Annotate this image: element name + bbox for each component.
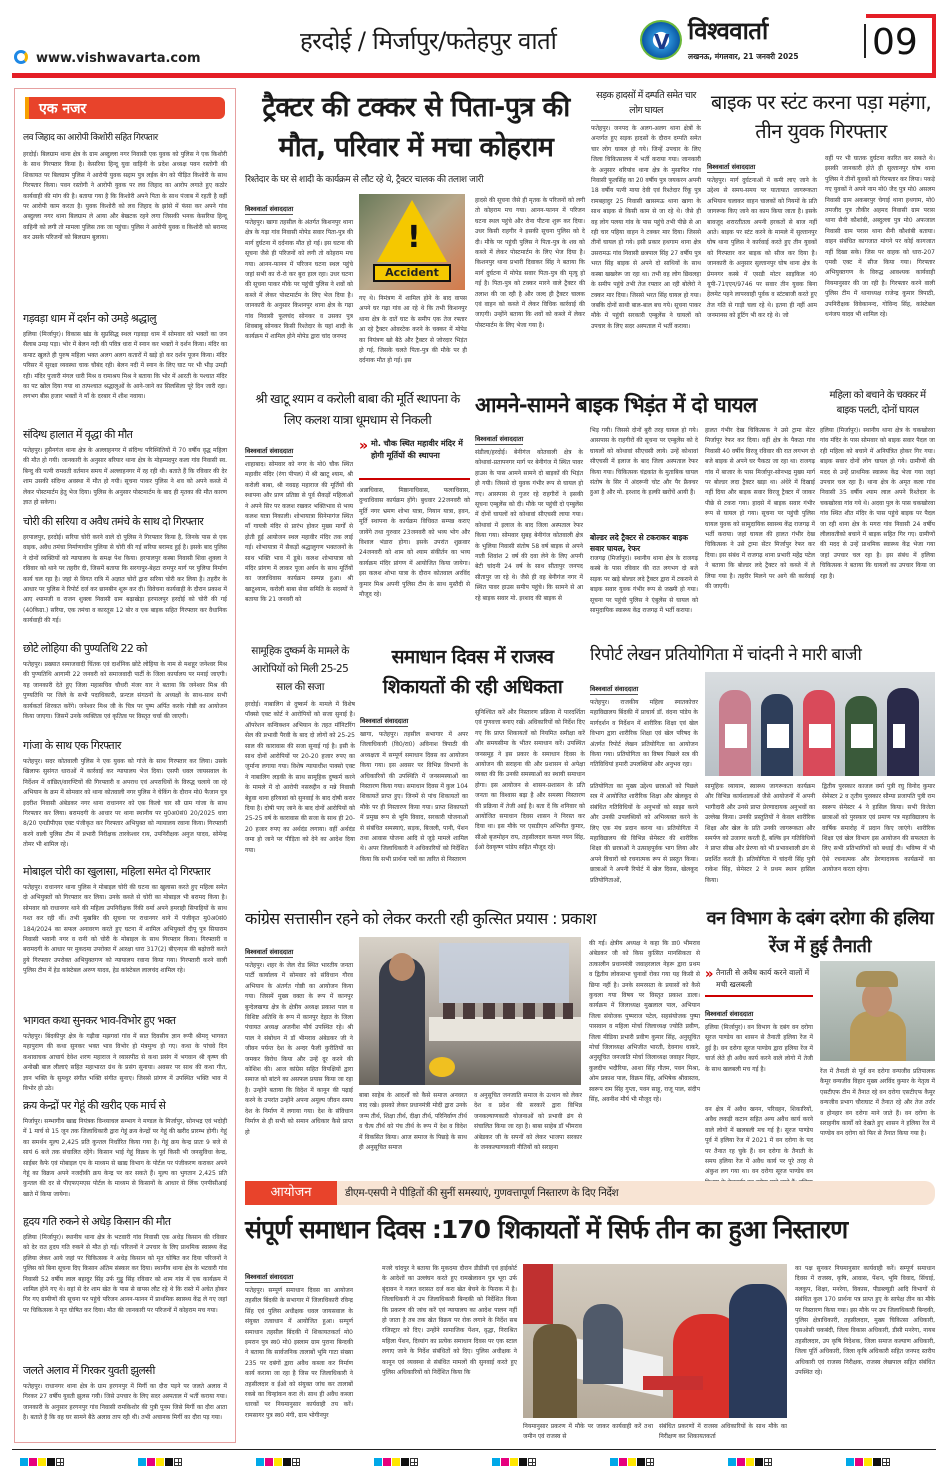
sidebar-item-headline: हृदय गति रुकने से अधेड़ किसान की मौत: [23, 1215, 171, 1228]
students-photo: [705, 672, 935, 776]
sidebar-item-headline: छोटे लोहिया की पुण्यतिथि 22 को: [23, 642, 147, 655]
byline: विश्ववार्ता संवाददाता: [245, 447, 294, 455]
article-column: खागा, फतेहपुर। तहसील सभागार में अपर जिलाधिकारी (वि0/रा0) अविनाश त्रिपाठी की अध्यक्षता में सम्पूर्ण समाधान दिवस का आयोजन किया गया। इस अवसर पर विभिन्न विभागों के अधिकारियों की उपस्थिति में जनसमस्याओं का निस्तारण किया गया। समाधान दिवस में कुल 104 शिकायतें प्राप्त हुए। जिनमें से पांच शिकायतों का मौके पर ही निस्तारण किया गया। प्राप्त शिकायतों में प्रमुख रूप से भूमि विवाद, सरकारी योजनाओं से संबंधित समस्याएं, सड़क, बिजली, पानी, पेंशन तथा आवास योजना आदि से जुड़े मामले शामिल थे। अपर जिलाधिकारी ने अधिकारियों को निर्देशित किया कि सभी प्रार्थना पत्रों का त्वरित से निस्तारण: [360, 731, 468, 863]
masthead: [0, 0, 945, 78]
article-body: हरदोई। नाबालिग से दुष्कर्म के मामले में विशेष पॉक्सो एक्ट कोर्ट ने आरोपियों को सजा सुनाई है। ऑपरेशन कन्विक्शन अभियान के तहत मॉनिटरिंग सेल की प्रभावी पैरवी के बाद दो लोगों को 25-25 साल की कारावास की सजा सुनाई गई है। इसी के साथ दोनों आरोपियों पर 20-20 हजार रुपए का जुर्माना लगाया गया। विशेष न्यायाधीश पाक्सो एक्ट ने नाबालिग लड़की के साथ सामूहिक दुष्कर्म करने के मामले में दो आरोपी नसरुद्दीन व मन्ने निवासी बेहुवा थाना हरियावां को सुनवाई के बाद दोषी करार दिया है। दोषी पाए जाने के बाद दोनों आरोपियों को 25-25 वर्ष के कारावास की सजा के साथ ही 20-20 हजार रुपए का अर्थदंड लगाया। वहीं अर्थदंड जमा हो जाने पर पीड़िता को देने का आदेश दिया गया।: [245, 701, 355, 854]
sidebar-item-body: फतेहपुर। राधानगर थाना क्षेत्र के ग्राम हरगनपुर में मिर्गी का दौरा पड़ने पर जलते अलाव में गिरकर 27 वर्षीय युवती झुलस गयी। जिसे उपचार के लिए सदर अस्पताल में भर्ती कराया गया। जानकारी के अनुसार हरगनपुर गांव निवासी रामकिशोर की पुत्री पूनम जिसे मिर्गी का दौरा आता है। बताते हैं कि वह घर सामने बैठे अलाव ताप रही थी। तभी अचानक मिर्गी का दौरा पड़ गया।: [23, 1383, 227, 1422]
meeting-photo: [359, 937, 581, 1085]
story-headline: सामूहिक दुष्कर्म के मामले के आरोपियों को मिली 25-25 साल की सजा: [251, 645, 349, 693]
article-column: रेंज में तैनाती से पूर्व वन दरोगा वन्यजीव प्रतिपालक कैमूर वन्यजीव विहार मुख्य अरविंद कुमार के नेतृत्व में एसटीएफ टीम में तैनात रहे वन दरोगा एसटीएफ कैमूर वन्यजीव प्रभाग चौराघाट में तैनात रहे और तेज तर्रार व होनहार वन दरोगा माने जाते हैं। वन दरोगा के सराहनीय कार्यों को देखते हुए शासन ने हलिया रेंज में पाण्डेय वन दरोगा को फिर से तैनात किया गया है।: [820, 1068, 935, 1138]
color-registration-mark: [374, 1458, 418, 1466]
sidebar-item-headline: जलते अलाव में गिरकर युवती झुलसी: [23, 1364, 155, 1377]
sidebar-item-headline: चोरी की सरिया व अवैध तमंचे के साथ दो गिरफ्तार: [23, 515, 204, 528]
color-registration-mark: [492, 1458, 536, 1466]
page-number: 09: [872, 22, 918, 63]
sidebar-item-body: फतेहपुर। हुसैनगंज थाना क्षेत्र के अल्लाहनगर में संदिग्ध परिस्थितियों में 70 वर्षीय वृद्ध महिला की मौत हो गयी। जानकारी के अनुसार बरियार थाना क्षेत्र के मोहम्मदपुर कला गांव निवासी स्व. बिन्दु की पत्नी रामवती वर्तमान समय में अल्लाहनगर में रह रही थी। बताते हैं कि रविवार की देर शाम उसकी संदिग्ध अवस्था में मौत हो गयी। सूचना पाकर पुलिस ने शव को अपने कब्जे में लेकर पोस्टमार्टम हेतु भेज दिया। पुलिस के अनुसार पोस्टमार्टम के बाद ही मृतका की मौत कारण ज्ञात हो सकेगा।: [23, 447, 227, 507]
byline: विश्ववार्ता संवाददाता: [590, 685, 639, 693]
sub-headline: बोल्डर लदे ट्रैक्टर से टकराकर बाइक सवार घायल, रेफर: [590, 533, 689, 553]
sidebar-item-headline: क्रय केन्द्रों पर गेहूं की खरीद एक मार्च से: [23, 1099, 166, 1112]
website-url[interactable]: www.vishwavarta.com: [36, 51, 201, 66]
story-headline: कांग्रेस सत्तासीन रहने को लेकर करती रही कुत्सित प्रयास : प्रकाश: [245, 909, 596, 928]
officer-photo: [820, 961, 935, 1061]
congress-story: [245, 905, 700, 1177]
sidebar-item-headline: मोबाइल चोरी का खुलासा, महिला समेत दो गिरफ्तार: [23, 865, 211, 878]
pull-quote: [705, 967, 813, 997]
woman-rescue-story: [820, 388, 935, 636]
sidebar-item-body: मिर्जापुर। सम्भागीय खाद्य नियंत्रक विन्ध्याचल सम्भाग ने मण्डल के मिर्जापुर, सोनभद्र एवं भदोही में 1 मार्च से 15 जून तक जिलाधिकारी द्वारा गेहूं क्रय केन्द्रों पर गेहूं की खरीद प्रारम्भ होगी। गेहूं का समर्थन मूल्य 2,425 प्रति कुन्तल निर्धारित किया गया है। गेहूं क्रय केन्द्र प्रातः 9 बजे से सायं 6 बजे तक संचालित रहेंगे। किसान भाई गेहूं विक्रय के पूर्व किसी भी जनसुविधा केन्द्र, साईबर कैफे एवं मोबाइल एप के माध्यम से खाद्य विभाग के पोर्टल पर पंजीकरण कराकर अपने गेहूं का विक्रय अपने नजदीकी क्रय केन्द्र पर कर सकते हैं। मूल्य का भुगतान 2,425 प्रति कुन्तल की दर से पीएफएमएस पोर्टल के माध्यम से किसानों के आधार से लिंक एनपीसीआई खाते में किया जायेगा।: [23, 1118, 227, 1198]
banner-label: आयोजन: [245, 1181, 337, 1205]
registration-marks: [12, 1458, 936, 1470]
accident-sign-image: [359, 194, 465, 290]
article-column: का पक्ष सुनकर नियमानुसार कार्यवाही करें। सम्पूर्ण समाधान दिवस में राजस्व, कृषि, आवास, पेंशन, भूमि विवाद, सिंचाई, नलकूप, शिक्षा, मनरेगा, विकास, पीडब्ल्यूडी आदि विभागों से संबंधित कुल 170 प्रार्थना पत्र प्राप्त हुए के सापेक्ष तीन का मौके पर निस्तारण किया गया। इस मौके पर उप जिलाधिकारी बिन्दकी, पुलिस क्षेत्राधिकारी, तहसीलदार, मुख्य चिकित्सा अधिकारी, एसओसी चकबंदी, जिला विकास अधिकारी, डीसी मनरेगा, नायब तहसीलदार, उप कृषि निदेशक, जिला समाज कल्याण अधिकारी, जिला पूर्ति अधिकारी, जिला कृषि अधिकारी सहित जनपद स्तरीय अधिकारी एवं राजस्व निरीक्षक, राजस्व लेखपाल सहित संबंधित उपस्थित रहे।: [795, 1265, 935, 1377]
quote-chevron-icon: »: [705, 967, 714, 982]
article-column: गए थे। निमंत्रण में शामिल होने के बाद वापस अपने घर गढ़ा गांव आ रहे थे कि तभी किशनपुर थाना क्षेत्र के दातें घाट के समीप एक तेज रफ्तार आ रहे ट्रैक्टर ओवरटेक करने के चक्कर में मोपेड का नियंत्रण खो बैठे और ट्रैक्टर से जोरदार भिड़ंत हो गई, जिसके चलते पिता-पुत्र की मौके पर ही दर्दनाक मौत हो गई। इस: [359, 295, 467, 365]
banner-text: डीएम-एसपी ने पीड़ितों की सुनीं समस्याएं, गुणवत्तापूर्ण निस्तारण के दिए निर्देश: [345, 1187, 619, 1199]
lead-story: [245, 88, 587, 380]
sidebar-news-item: [23, 1214, 227, 1359]
article-column: की गई। क्षेत्रीय अध्यक्ष ने कहा कि डा0 भीमराव अंबेडकर जी को किस कुत्सित मानसिकता से तत्कालीन प्रधानमंत्री जवाहरलाल नेहरू द्वारा प्रथम व द्वितीय लोकसभा चुनावों रोका गया यह किसी से छिपा नहीं है। उनके समरसता के प्रयासों को कैसे कुचला गया विषय पर विस्तृत प्रकाश डाला। कार्यक्रम में जिलाध्यक्ष मुखलाल पाल, अभियान जिला संयोजक पुष्पराज पटेल, सहसंयोजक पुष्पा पासवान व महिला मोर्चा जिलाध्यक्ष ज्योति प्रवीण, जिला मीडिया प्रभारी प्रवीण कुमार सिंह, अनुसूचित मोर्चा जिलाध्यक्ष अभिजीत भारती, देवनाथ धाकरे, अनुसूचित जनजाति मोर्चा जिलाध्यक्ष जवाहर निहार, कुलदीप भदौरिया, आशा सिंह गौतम, पवन मिश्रा, ओम प्रकाश पाल, विक्रम सिंह, अभिषेक श्रीवास्तव, स्वरूप राम सिंह गुप्ता, पवन साहू, राजू पाल, संदीप सिंह, अवनीश मौर्य भी मौजूद रहे।: [589, 940, 700, 1104]
story-headline: आमने-सामने बाइक भिड़ंत में दो घायल: [475, 393, 757, 417]
article-column: भिड़ गयी। जिससे दोनों बुरी तरह घायल हो गये। आसपास के राहगीरों की सूचना पर एम्बुलेंस को दे घायलों को कोथावां सीएचसी लाये। उन्हें कोथावां सीएचसी में इलाज के बाद जिला अस्पताल रेफर किया गया। चिकित्सक चंद्रकांत के मुताबिक घायल संतोष के सिर में अंदरूनी चोट और पैर फ्रैक्चर हुआ है और मो. इरशाद के हल्की खरोंचें आयी हैं।: [590, 427, 698, 497]
bike-collision-story: [475, 388, 815, 636]
sidebar-item-headline: भागवत कथा सुनकर भाव-विभोर हुए भक्त: [23, 1014, 176, 1027]
road-accident-story: [591, 88, 701, 380]
byline: विश्ववार्ता संवाददाता: [360, 717, 409, 725]
sidebar-news-item: [23, 1098, 227, 1210]
sidebar-news-item: [23, 427, 227, 510]
sidebar-news-item: [23, 131, 227, 307]
article-column: मजरे चांदपुर ने बताया कि मुकदमा दौरान डीडीसी एवं हाईकोर्ट के आदेशों का उल्लंघन करते हुए रामखेलावन पुत्र भूरा उर्फ बृंदावन ने गलत वरासत दर्ज करा खेत बेचने के फिराक में है। जिलाधिकारी ने उप जिलाधिकारी बिन्दकी को निर्देशित किया कि प्रकरण की जांच करें एवं न्यायालय का आदेश पालन नहीं हो जाता है तब तक खेत विक्रय पर रोक लगाने के निर्देश सब रजिस्ट्रार को दिए। उन्होंने सामाजिक पेंशन, वृद्धा, निराश्रित महिला पेंशन, दिव्यांग का प्रत्येक समाधान दिवस पर एक स्टाल लगाए जाने के निर्देश संबंधितों को दिए। पुलिस अधीक्षक ने कानून एवं व्यवस्था से संबंधित मामलों की सुनवाई करते हुए पुलिस अधिकारियों को निर्देशित किया कि: [382, 1265, 517, 1377]
article-body: हलिया (मिर्जापुर)। स्थानीय थाना क्षेत्र के चकखोरवा गांव मंदिर के पास सोमवार को बाइक सवार पैदल जा रही महिला को बचाने में अनियंत्रित होकर गिर गया। बाइक सवार दोनों लोग घायल हो गये। ग्रामीणों की मदद से उन्हें प्राथमिक स्वास्थ्य केंद्र भेजा गया जहां उपचार चल रहा है। थाना क्षेत्र के अमृत कला गांव निवासी 35 वर्षीय श्याम लाल अपने रिश्तेदार के चकखोरवा गांव गये थे। अदवा पुल के पास चकखोरवा गांव स्थित शीत मंदिर के पास पहुंचे बाइक पर पैदल जा रही थाना क्षेत्र के मगरा गांव निवासी 24 वर्षीय लीलावतीको बचाने में बाइक सहित गिर गए। ग्रामीणों की मदद से उन्हें प्राथमिक स्वास्थ्य केंद्र भेजा गया जहां उपचार चल रहा है। इस संबंध में हलिया चिकित्सक ने बताया कि घायलों का उपचार किया जा रहा है।: [820, 427, 935, 580]
exclamation-icon: !: [407, 220, 421, 255]
section-title: हरदोई / मिर्जापुर/फतेहपुर वार्ता: [300, 27, 557, 55]
event-banner: [245, 1181, 935, 1205]
article-intro: फतेहपुर। राजकीय महिला स्नातकोत्तर महाविद्यालय बिंदकी में प्राचार्य डॉ. वंदना पांडेय के मार्गदर्शन व निर्देशन में शारीरिक शिक्षा एवं खेल विभाग द्वारा शारीरिक शिक्षा एवं खेल परिषद के अंतर्गत रिपोर्ट लेखन प्रतियोगिता का आयोजन किया गया। प्रतियोगिता का विषय पिछले सत्र की गतिविधियां हमारी उपलब्धियां और अनुभव रहा।: [590, 699, 698, 769]
color-registration-mark: [728, 1458, 772, 1466]
sidebar-news-item: [23, 738, 227, 860]
ek-nazar-sidebar: [14, 88, 236, 1443]
article-column: संडीला/हरदोई। बेनीगंज कोतवाली क्षेत्र के कोथावां-प्रतापनगर मार्ग पर बेनीगंज में स्थित पावर हाउस के पास आमने सामने दो बाइकों की भिड़ंत हो गयी। जिससे दो युवक गंभीर रूप से घायल हो गए। आसपास से गुजर रहे राहगीरों ने इसकी सूचना एम्बुलेंस को दी। मौके पर पहुंची दो एम्बुलेंस में दोनों घायलों को कोथावां सीएचसी लाया गया। कोथावां में इलाज के बाद जिला अस्पताल रेफर किया गया। सोमवार सुबह बेनीगंज कोतवाली क्षेत्र के भुलिया निवासी संतोष 58 वर्ष बाइक से अपने नाती शिवांश 2 वर्ष की दवा लेने के लिए अपनी बेटी चांदनी 24 वर्ष के साथ सीतापुर जनपद सीतापुर जा रहे थे। जैसे ही वह बेनीगंज नगर में स्थित पावर हाउस समीप पहुंचे। कि सामने से आ रहे बाइक सवार मो. इरशाद की बाइक से: [475, 449, 583, 602]
article-column: अन्नाधिवास, मिष्ठानाधिवास, फलाधिवास, दुग्धाधिवास कार्यक्रम होंगे। बुधवार 22जनवरी को मूर्ति नगर भ्रमण शोभा यात्रा, नियान यात्रा, हवन, मूर्ति स्थापना के कार्यक्रम विधिवत सम्पन्न कराए जायेंगे तथा गुरुवार 23जनवरी को भव्य भोग और विशाल भंडारा होगा। इसके उपरांत शुक्रवार 24जनवरी को शाम को श्याम संकीर्तन का भव्य कार्यक्रम मंदिर प्रांगण में आयोजित किया जायेगा। इस कलश शोभा यात्रा के दौरान कोतवाल अरविंद कुमार मिश्र अपनी पुलिस टीम के साथ मुस्तैदी से मौजूद रहे।: [359, 487, 470, 599]
article-column: द्वितीय पुरस्कार काजल वर्मा पुत्री रघु विनोद कुमार सेमेस्टर 2 व तृतीय पुरस्कार सौम्या प्रजापति पुत्री राम स्वरूप सेमेस्टर 4 ने हासिल किया। सभी विजेता छात्राओं को पुरस्कार एवं प्रमाण पत्र महाविद्यालय के वार्षिक समारोह में प्रदान किए जाएंगे। शारीरिक शिक्षा एवं खेल विभाग इस आयोजन की सफलता के लिए सभी प्रतिभागियों को बधाई दी। भविष्य में भी ऐसे रचनात्मक और प्रेरणादायक कार्यक्रमों का आयोजन करता रहेगा।: [822, 783, 935, 874]
sidebar-item-headline: संदिग्ध हालात में वृद्धा की मौत: [23, 428, 133, 441]
bike-stunt-story: [707, 88, 935, 380]
pull-quote-text: तैनाती से अवैध कार्य करने वालों में मची खलबली: [716, 968, 810, 989]
sidebar-item-headline: गांजा के साथ एक गिरफ्तार: [23, 739, 121, 752]
article-column: वहीं पर भी घातक दुर्घटना कारित कर सकते थे। इसकी जानकारी होते ही सुल्तानपुर घोष थाना पुलिस ने तीनों युवकों को गिरफ्तार कर लिया। पकड़े गए युवकों ने अपने नाम मो0 जैद पुत्र मो0 असलम निवासी ग्राम अकबरपुर चेगाई थाना हथगाम, मो0 तमजीद पुत्र तौकीर अहमद निवासी ग्राम परास थाना सैनी कौशांबी, अब्दुल्ला पुत्र मो0 अफजाल निवासी ग्राम परास थाना सैनी कौशांबी बताया। वाहन संबंधित कागजात मांगने पर कोई कागजात नहीं दिखा सके। जिस पर वाहक को धारा-207 एमवी एक्ट में सीज किया गया। गिरफ्तार अभियुक्तगण के विरुद्ध आवश्यक कार्यवाही नियमानुसार की जा रही है। गिरफ्तार करने वाली पुलिस टीम में थानाध्यक्ष राजेन्द्र कुमार त्रिपाठी, उपनिरीक्षक विवेकानन्द, गोविन्द सिंह, कांस्टेबल धनंजय यादव भी शामिल रहे।: [825, 155, 935, 319]
sidebar-item-body: फतेहपुर। सदर कोतवाली पुलिस ने एक युवक को गांजे के साथ गिरफ्तार कर लिया। उसके खिलाफ सुसंगत धाराओं में कार्रवाई कर न्यायालय भेज दिया। एसपी धवल जायसवाल के निर्देशन में वांछित/वारण्टियों की गिरफ्तारी व अपराध एवं अपराधियों के विरुद्ध चलाये जा रहे अभियान के क्रम में सोमवार को थाना कोतवाली नगर पुलिस ने चेकिंग के दौरान मो0 फैजान पुत्र इदरीश निवासी अंबेडकर नगर थाना राधानगर को एक किलो चार सौ ग्राम गांजा के साथ गिरफ्तार कर लिया। बरामदगी के आधार पर थाना स्थानीय पर मु0अ0सं0 20/2025 धारा 8/20 एनडीपीएस एक्ट पंजीकृत कर गिरफ्तार अभियुक्त को न्यायालय रवाना किया। गिरफ्तारी करने वाली पुलिस टीम में प्रभारी निरीक्षक तारकेश्वर राय, उपनिरीक्षक अनुज यादव, सोमेन्द्र तोमर भी शामिल रहे।: [23, 758, 227, 849]
dateline: लखनऊ, मंगलवार, 21 जनवरी 2025: [688, 52, 799, 61]
byline: विश्ववार्ता संवाददाता: [245, 205, 294, 213]
page-divider: [864, 24, 866, 58]
article-column: फतेहपुर। सम्पूर्ण समाधान दिवस का आयोजन तहसील बिंदकी के सभागार में जिलाधिकारी रविन्द्र सिंह एवं पुलिस अधीक्षक धवल जायसवाल के संयुक्त तत्वाधान में आयोजित हुआ। सम्पूर्ण समाधान तहसील बिंदकी में शिकायतकर्ता मो0 इमरान पुत्र स्व0 मो0 इस्लाम ग्राम पुराना बिन्दकी ने बताया कि सार्वजनिक तालाबों भूमि गाटा संख्या 235 पर दबंगों द्वारा अवैध कब्जा कर निर्माण कार्य कराया जा रहा है जिस पर जिलाधिकारी ने तहसीलदार व ईओ को संयुक्त जांच कर तालाबों रकबे का चिन्हांकन करा लें। साथ ही अवैध कब्जा धारकों पर नियमानुसार कार्यवाही तय करें। रामसागर पुत्र स्व0 मंगी, ग्राम भोगीनपुर: [245, 1287, 353, 1419]
article-intro: हलिया (मिर्जापुर)। वन विभाग के दबंग वन दरोगा सूरज पाण्डेय का शासन से तैनाती हलिया रेंज में हुई है। वन दरोगा सूरज पाण्डेय द्वारा हलिया रेंज में चार्ज लेते ही अवैध कार्य करने वाले लोगो में तेजी के साथ खलबली मच गई है।: [705, 1024, 813, 1073]
sidebar-item-body: हरपालपुर, हरदोई। सरिया चोरी करने वाले दो पुलिस ने गिरफ्तार किया है, जिनके पास से एक वाइक, अवैध तमंचा निर्माणाधीन पुलिया से चोरी की गई सरिया बरामद हुई है। इसके बाद पुलिस ने दोनों व्यक्तियों को न्यायालय के समक्ष पेश किया। हरपालपुर कस्बा निवासी शिवा शुक्ला ने रविवार को थाने पर तहरीर दी, जिसमें बताया कि सरगापुर-बेहटा रामपुर मार्ग पर पुलिया निर्माण कार्य चल रहा है। जहां से विगत रात्रि में अज्ञात चोरों द्वारा सरिया चोरी कर लिया है। तहरीर के आधार पर पुलिस ने रिपोर्ट दर्ज कर छानबीन शुरू कर दी। विवेचना कार्यवाही के दौरान प्रकाश में आए श्यामजी व राजन शुक्ला निवासी ग्राम बढ़ाखेड़ा हरपालपुर हरदोई को चोरी की गई (40किग्रा.) सरिया, एक तमंचा व कारतूस 12 बोर व एक बाइक सहित गिरफ्तार कर वैधानिक कार्यवाही की गई।: [23, 534, 227, 625]
story-headline: महिला को बचाने के चक्कर में बाइक पलटी, दोनों घायल: [829, 390, 926, 416]
article-column: शाहाबाद। सोमवार को नगर के मो0 चौक स्थित महावीर मंदिर (रंगा पीपल) में श्री खाटू श्याम, श्री करोली बाबा, श्री नवग्रह महाराज की मूर्तियों की स्थापना और प्राण प्रतिष्ठा से पूर्व सैकड़ों महिलाओं ने अपने सिर पर कलश रखकर भक्तिभाव से भव्य कलश यात्रा निकाली। शोभायात्रा सिनेमागंज स्थित माँ गायत्री मंदिर से प्रारंभ होकर मुख्य मार्गों से होती हुई आयोजन स्थल महावीर मंदिर तक लाई गई। शोभायात्रा में सैकड़ों श्रद्धालुगण भक्तजनों के साथ भक्ति भाव में डूबे। कलश शोभायात्रा को मंदिर प्रांगण में लाकर पूजा अर्चन के साथ मूर्तियों का जलाधिवास कार्यक्रम सम्पन्न हुआ। श्री खाटूश्याम, करोली बाबा सेवा समिति के सदस्यों ने बताया कि 21 जनवरी को: [245, 461, 353, 604]
byline: विश्ववार्ता संवाददाता: [475, 435, 524, 443]
sidebar-item-body: फतेहपुर। प्रख्यात समाजवादी चिंतक एवं दार्शनिक छोटे लोहिया के नाम से मशहूर जनेश्वर मिश्र की पुण्यतिथि आगामी 22 जनवरी को समाजवादी पार्टी के जिला कार्यालय पर मनाई जाएगी। यह जानकारी देते हुए जिला महासचिव चौधरी मंजर यार ने बताया कि जनेश्वर मिश्र की पुण्यतिथि पर जिले के सभी पदाधिकारी, फ्रन्टल संगठनों के अध्यक्षों के साथ-साथ सभी कार्यकर्ता शिरकत करेंगे। जनेश्वर मिश्र जी के चित्र पर पुष्प अर्पित करके गोष्ठी का आयोजन किया जाएगा। जिसमें उनके व्यक्तित्व एवं कृतित्व पर विस्तृत चर्चा की जाएगी।: [23, 661, 227, 721]
article-column: व अनुसूचित जनजाति समाज के उत्थान को लेकर देश व प्रदेश की सरकारें द्वारा विभिन्न जनकल्याणकारी योजनाओं को प्रभावी ढंग से संचालित किया जा रहा है। बाबा साहेब डॉ भीमराव अंबेडकर जी के सपनों को लेकर भाजपा सरकार के जनकल्याणकारी नीतियों को सराहना: [474, 1092, 582, 1152]
sidebar-news-item: [23, 514, 227, 637]
color-registration-mark: [138, 1458, 182, 1466]
byline: विश्ववार्ता संवाददाता: [707, 163, 756, 171]
feature-headline: संपूर्ण समाधान दिवस :170 शिकायतों में सिर्फ तीन का हुआ निस्तारण: [245, 1215, 848, 1244]
story-headline: श्री खाटू श्याम व करोली बाबा की मूर्ति स्थापना के लिए कलश यात्रा धूमधाम से निकली: [255, 391, 460, 427]
sidebar-item-headline: लव जिहाद का आरोपी किशोरी सहित गिरफ्तार: [23, 133, 158, 143]
report-writing-story: [590, 642, 935, 900]
sidebar-news-item: [23, 311, 227, 423]
article-column: सामूहिक व्यायाम, स्वास्थ्य जागरूकता कार्यक्रम और विभिन्न कार्यशालाओं जैसे आयोजनों में अपनी भागीदारी और उनसे प्राप्त प्रेरणादायक अनुभवों का उल्लेख किया। उनकी प्रस्तुतियों ने केवल शारीरिक शिक्षा और खेल के प्रति उनकी जागरूकता और समर्पण को उजागर करती हैं, बल्कि इन गतिविधियों ने प्राप्त सीख और प्रेरणा को भी प्रभावशाली ढंग से प्रदर्शित करती हैं। प्रतियोगिता में चांदनी सिंह पुत्री राकेश सिंह, सेमेस्टर 2 ने प्रथम स्थान हासिल किया।: [705, 783, 815, 884]
sidebar-item-body: हलिया (मिर्जापुर)। विकास खंड के सुप्रसिद्ध स्थल गड़वड़ा धाम में सोमवार को भक्तों का जन सैलाब उमड़ पड़ा। भोर में बेलन नदी की पवित्र धारा में स्नान कर भक्तों ने दर्शन किया। मंदिर का कपाट खुलते ही पुरुष महिला भक्त अलग अलग कतारों में खड़े हो कर दर्शन पूजन किया। मंदिर परिसर में सुरक्षा व्यवस्था चाक चौबंद रही। बेलन नदी में स्नान के लिए घाट पर भी भीड़ उमड़ी रही। मंदिर पुजारी मंगल धारी मिश्र व रामाश्रय मिश्र ने बताया कि भोर में आरती के पश्चात मंदिर का पट खोल दिया गया था तत्पश्चात श्रद्धालुओं के आने-जाने का सिलसिला पूरे दिन जारी रहा। लगभग बीस हजार भक्तों ने माँ के दरबार में शीश नवाया।: [23, 331, 227, 401]
article-column: बाबा साहेब के आदर्शों को कैसे समाज अनवरत याद रखे। इसको लेकर प्रधानमंत्री मोदी द्वारा उनके जन्म तीर्थ, शिक्षा तीर्थ, दीक्षा तीर्थ, परिनिर्वाण तीर्थ व चैत्य तीर्थ को पंच तीर्थ के रूप में देश व विदेश में विकसित किया। आज समाज के पिछड़े के साथ ही अनुसूचित समाज: [359, 1092, 467, 1152]
article-column: फतेहपुर। शहर के जेल रोड स्थित भारतीय जनता पार्टी कार्यालय में सोमवार को संविधान गौरव अभियान के अंतर्गत गोष्ठी का आयोजन किया गया। जिसमें मुख्य वक्ता के रूप में कानपुर बुन्देलखण्ड क्षेत्र के क्षेत्रीय अध्यक्ष प्रकाश पाल व विशिष्ट अतिथि के रूप में कानपुर देहात के जिला पंचायत अध्यक्ष अजनीश मौर्य उपस्थित रहे। श्री पाल ने संबोधन में डॉ भीमराव अंबेडकर जी ने जीवन पर्यन्त देश के अन्दर फैली कुरीतियों का जमकर विरोध किया और उन्हें दूर करने की कोशिश की। आज कांग्रेस सहित विपक्षियों द्वारा समाज को बांटने का असफल प्रयास किया जा रहा है। उन्होंने बताया कि विदेश में कानून की पढ़ाई करने के उपरांत उन्होंने अपना अमूल्य जीवन समय देश के निर्माण में लगाया गया। देश के संविधान निर्माण से ही सभी को समान अधिकार कैसे प्राप्त हो: [245, 962, 353, 1136]
lead-headline: ट्रैक्टर की टक्कर से पिता-पुत्र की मौत, परिवार में मचा कोहराम: [262, 92, 570, 163]
sidebar-news-item: [23, 1013, 227, 1094]
byline: विश्ववार्ता संवाददाता: [245, 1273, 294, 1281]
footer-rule: [12, 1449, 936, 1450]
sidebar-title: एक नजर: [39, 101, 87, 117]
color-registration-mark: [610, 1458, 654, 1466]
brand-logo-icon: V: [640, 20, 682, 60]
sidebar-news-item: [23, 1363, 227, 1437]
pull-quote-text: मो. चौक स्थित महावीर मंदिर में होगी मूर्तियों की स्थापना: [371, 439, 463, 460]
sub-article-body: राजगढ़ (मिर्जापुर)। स्थानीय थाना क्षेत्र के राजगढ़ कस्बे के पास रविवार की रात लगभग दो बजे सड़क पर खड़े बोल्डर लदे ट्रैक्टर द्वारा में टकराने से बाइक सवार युवक गंभीर रूप से जख्मी हो गया। सूचना पर पहुंची पुलिस ने एंबुलेंस से घायल को सामुदायिक स्वास्थ्य केंद्र राजगढ़ में भर्ती कराया।: [590, 555, 698, 615]
forest-department-story: [705, 905, 935, 1177]
article-column: वन क्षेत्र में अवैध खनन, परिवहन, शिकारियों, अवैध लकड़ी कटान सहित अन्य अवैध कार्य करने वाले लोगों में खलबली मच गई है। सूरज पाण्डेय पूर्व में हलिया रेंज में 2021 में वन दरोगा के पद पर तैनात रह चुके हैं। वन दरोगा के तैनाती के समय हलिया रेंज में अवैध कार्य पर पूरे तरह से अंकुश लग गया था। वन दरोगा सूरज पाण्डेय वन: [705, 1106, 813, 1176]
story-headline: वन विभाग के दबंग दरोगा की हलिया रेंज में हुई तैनाती: [706, 908, 934, 957]
story-headline: रिपोर्ट लेखन प्रतियोगिता में चांदनी ने मारी बाजी: [590, 645, 862, 665]
byline: विश्ववार्ता संवाददाता: [705, 1010, 754, 1018]
samadhan-diwas-story: [360, 642, 585, 900]
lead-subhead: रिश्तेदार के घर से शादी के कार्यक्रम से लौट रहे थे, ट्रैक्टर चालक की तलाश जारी: [245, 175, 484, 185]
article-column: नियमानुसार प्रकरण में मौके पर जाकर कार्यवाही करें तथा जमीन एवं राजस्व से: [523, 1423, 653, 1441]
sidebar-news-item: [23, 641, 227, 734]
sidebar-news-item: [23, 864, 227, 1009]
quote-chevron-icon: »: [359, 438, 369, 454]
brand-name: विश्ववार्ता: [688, 17, 768, 45]
article-column: हादसे की सूचना जैसे ही मृतक के परिजनों को लगी तो कोहराम मच गया। आनन-फानन में परिजन घटना स्थल पहुंचे और रोना पीटना शुरू कर दिया। उधर किसी राहगीर ने इसकी सूचना पुलिस को दे दी। मौके पर पहुंची पुलिस ने पिता-पुत्र के शव को कब्जे में लेकर पोस्टमार्टम के लिए भेज दिया है। किशनपुर थाना प्रभारी दिवाकर सिंह ने बताया कि मार्ग दुर्घटना में मोपेड सवार पिता-पुत्र की मृत्यु हो गई है। पिता-पुत्र को टक्कर मारने वाले ट्रैक्टर की तलाश की जा रही है और जल्द ही ट्रैक्टर चालक एवं वाहन को कब्जे में लेकर विधिक कार्रवाई की जाएगी। उन्होंने बताया कि शवों को कब्जे में लेकर पोस्टमार्टम के लिए भेजा गया है।: [475, 197, 585, 329]
sidebar-title-tab: [25, 97, 225, 119]
samadhan-feature-story: [245, 1208, 935, 1443]
byline: विश्ववार्ता संवाददाता: [245, 948, 294, 956]
story-headline: सड़क हादसों में दम्पति समेत चार लोग घायल: [591, 88, 701, 121]
accident-sign-label: Accident: [373, 264, 451, 282]
color-registration-mark: [256, 1458, 300, 1466]
ie-logo-icon: [14, 50, 28, 64]
story-headline: बाइक पर स्टंट करना पड़ा महंगा, तीन युवक गिरफ्तार: [710, 90, 932, 143]
color-registration-mark: [846, 1458, 890, 1466]
article-column: सुनिश्चित करें और निस्तारण प्रक्रिया में पारदर्शिता एवं गुणवत्ता बनाए रखें। अधिकारियों को निर्देश दिए गए कि प्राप्त शिकायतों को नियमित समीक्षा करें और समयसीमा के भीतर समाधान करें। उपस्थित जनसमूह ने इस प्रकार के समाधान दिवस के आयोजन की सराहना की और प्रशासन से अपेक्षा व्यक्त की कि उनकी समस्याओं का स्थायी समाधान होगा। इस आयोजन से शासन-प्रशासन के प्रति जनता का विश्वास बढ़ा है और समस्या निस्तारण की प्रक्रिया में तेजी आई है। बता दें कि शनिवार को आयोजित समाधान दिवस शासन ने निरस्त कर दिया था। इस मौके पर एसडीएम अभिनीत कुमार, सीओ बृजमोहन राय, तहसीलदार कमल नयन सिंह, ईओ देवकृष्ण पांडेय सहित मौजूद रहे।: [475, 709, 585, 852]
sidebar-item-body: फतेहपुर। बिंदकीपुर क्षेत्र के गढ़ीवा मझगवां गांव में सात दिवसीय ज्ञान रूपी श्रीमद् भागवत महापुराण की कथा सुनकर भक्त भाव विभोर हो मंत्रमुग्ध हो गए। कथा के पांचवे दिन कथावाचक आचार्य देवेश शरण महाराज ने व्यासपीठ से कथा प्रसंग में भगवान श्री कृष्ण की अनोखी बाल लीलाएं सहित महाभारत ग्रंथ के प्रसंग सुनाया। अवसर पर साथ की कथा गीत, ज्ञान भक्ति के सुमधुर संगीत भक्ति संगीत सुनाए। जिससे प्रांगण में उपस्थित भक्ति भाव में विभोर हो उठे।: [23, 1033, 227, 1093]
color-registration-mark: [20, 1458, 64, 1466]
story-headline: समाधान दिवस में राजस्व शिकायतों की रही अधिकता: [382, 646, 563, 698]
article-column: प्रतियोगिता का मुख्य उद्देश्य छात्राओं को पिछले सत्र में आयोजित शारीरिक शिक्षा और खेलकूद से संबंधित गतिविधियों के अनुभवों को साझा करने और उनकी उपलब्धियों को अभिव्यक्त करने के लिए एक मंच प्रदान करना था। प्रतियोगिता में महाविद्यालय की विभिन्न सेमेस्टर की शारीरिक शिक्षा की छात्राओं ने उत्साहपूर्वक भाग लिया और अपने विचारों को रचनात्मक रूप से प्रस्तुत किया। छात्राओं ने अपनी रिपोर्ट में खेल दिवस, खेलकूद प्रतियोगिताओं,: [590, 783, 698, 884]
gangrape-verdict-story: [245, 642, 355, 900]
article-column: फतेहपुर। खागा तहसील के अंतर्गत किशनपुर थाना क्षेत्र के गढ़ा गांव निवासी मोपेड सवार पिता-पुत्र की मार्ग दुर्घटना में दर्दनाक मौत हो गई। इस घटना की सूचना जैसे ही परिजनों को लगी तो कोहराम मच गया। आनन-फानन में परिजन घटना स्थल पहुंचे जहां सभी का रो-रो कर बुरा हाल रहा। उधर घटना की सूचना पाकर मौके पर पहुंची पुलिस ने शवों को कब्जे में लेकर पोस्टमार्टम के लिए भेज दिया है। जानकारी के अनुसार किशनपुर थाना क्षेत्र के गढ़ा गांव निवासी फूलचंद सोनकर व उसका पुत्र शिवबाबू सोनकर किसी रिश्तेदार के यहां शादी के कार्यक्रम में शामिल होने मोपेड द्वारा चांद जनपद: [245, 219, 353, 341]
article-column: संबंधित प्रकरणों में राजस्व अधिकारियों के साथ मौके का निरीक्षण कर शिकायतकर्ता: [659, 1423, 787, 1441]
article-column: फतेहपुर। मार्ग दुर्घटनाओं में कमी लाए जाने के उद्देश्य से समय-समय पर यातायात जागरूकता अभियान चलाकर वाहन चालकों को नियमों के प्रति जागरूक किए जाने का काम किया जाता है। इसके बावजूद शरारतीतत्व अपनी हरकतों से बाज नहीं आते। बाइक पर स्टंट करने के मामले में सुल्तानपुर घोष थाना पुलिस ने कार्रवाई करते हुए तीन युवकों को गिरफ्तार कर बाइक को सीज कर दिया है। जानकारी के अनुसार सुल्तानपुर घोष थाना क्षेत्र के प्रेमनगर कस्बे में एसडी मोटर साइकिल नं0 यूपी-71एएन/9746 पर सवार तीन युवक बिना हेलमेट पहने लापरवाही पूर्वक व स्टंटबाजी करते हुए तेज गति से गाड़ी चला रहे थे। इतना ही नहीं आम जनमानस को हूटिंग भी कर रहे थे। जो: [707, 177, 817, 320]
sidebar-item-headline: गड़वड़ा धाम में दर्शन को उमड़े श्रद्धालु: [23, 312, 156, 325]
header-rule: [12, 73, 936, 78]
sidebar-item-body: हरदोई। बिलग्राम थाना क्षेत्र के ग्राम अब्दुल्ला नगर निवासी एक युवक को पुलिस ने एक किशोरी के साथ गिरफ्तार किया है। केसरिया हिन्दू युवा वाहिनी के प्रदेश अध्यक्ष पवन रस्तोगी की शिकायत पर बिलग्राम पुलिस ने आरोपी युवक सद्दाम पुत्र लईक बेग को पीड़ित किशोरी के साथ गिरफ्तार किया। पवन रस्तोगी ने आरोपी युवक पर लव जिहाद का आरोप लगाते हुए कठोर कार्यवाही की मांग की है। बताया गया है कि किशोरी अपने पिता के साथ पंजाब में रहती है वहीं पर आरोपी काम करता है। युवक किशोरी को लव जिहाद के झांसे में फंसा कर अपने गांव अब्दुल्ला नगर थाना बिलग्राम ले आया और बेखटक रहने लगा जिसकी भनक केसरिया हिन्दू वाहिनी को लगी तो मामला पुलिस तक जा पहुंचा। पुलिस ने आरोपी युवक व किशोरी को बरामद कर उसके परिजनों को बिलग्राम बुलाया।: [23, 151, 227, 242]
sidebar-item-body: फतेहपुर। राधानगर थाना पुलिस ने मोबाइल चोरी की घटना का खुलासा करते हुए महिला समेत दो अभियुक्तों को गिरफ्तार कर लिया। उनके कब्जे से चोरी का मोबाइल भी बरामद किया है। सोमवार को राधानगर थाने की महिला उपनिरीक्षक रिंकी वर्मा अपने हमराही सिपाहियों के साथ गश्त कर रही थीं। तभी मुखबिर की सूचना पर राधानगर थाने में पंजीकृत मु0अ0सं0 184/2024 का सफल अनावरण करते हुए घटना में शामिल अभियुक्तों दीपू पुत्र सियाराम निवासी भवानी नगर व रानी को चोरी के मोबाइल के साथ गिरफ्तार किया। गिरफ्तारी व बरामदगी के आधार पर मुकदमा उपरोक्त में आरक्षा धारा 317(2) बीएनएस की बढ़ोत्तरी करते हुये गिरफ्तार उपरोक्त अभियुक्तगण को न्यायालय रवाना किया गया। गिरफ्तारी करने वाली पुलिस टीम में हेड कांस्टेबल अरुण यादव, हेड कांस्टेबल लालचंद शामिल रहे।: [23, 884, 227, 975]
samadhan-diwas-photo: [523, 1264, 787, 1418]
article-body: फतेहपुर। जनपद के अलग-अलग थाना क्षेत्रों के अन्तर्गत हुए सड़क हादसों के दौरान दम्पति समेत चार लोग घायल हो गये। जिन्हें उपचार के लिए जिला चिकित्सालय में भर्ती कराया गया। जानकारी के अनुसार थरियांव थाना क्षेत्र के मुसाफिर गांव निवासी फूलसिंह का 20 वर्षीय पुत्र जयकरन अपनी 18 वर्षीय पत्नी माया देवी एवं रिश्तेदार रिंकू पुत्र रामबहादुर 25 निवासी खासमऊ थाना खागा के साथ बाइक से किसी काम से जा रहे थे। जैसे ही वह लोग पलया गांव के पास पहुंचे तभी पीछे से आ रही चार पहिया वाहन ने टक्कर मार दिया। जिससे तीनों घायल हो गये। इसी प्रकार हथगाम थाना क्षेत्र उसरामऊ गांव निवासी छत्रपाल सिंह 27 वर्षीय पुत्र भरत सिंह बाइक से अपने दो साथियों के साथ कस्बा खखरेरू जा रहा था। तभी वह लोग छिवलहा के समीप पहुंचे तभी तेज रफ्तार आ रही बोलेरो ने टक्कर मार दिया। जिससे भरत सिंह घायल हो गया। जबकि दोनों साथी बाल-बाल बच गये। सूचना पाकर मौके में पहुंची सरकारी एम्बुलेंस ने घायलों को उपचार के लिए सदर अस्पताल में भर्ती कराया।: [591, 125, 701, 330]
khatu-shyam-story: [245, 388, 470, 636]
pull-quote: [359, 438, 470, 480]
article-column: हालत गंभीर देख चिकित्सक ने उसे ट्रामा सेंटर मिर्जापुर रेफर कर दिया। वहीं क्षेत्र के पैकठा गांव निवासी 40 वर्षीय विरजू रविवार की रात लगभग दो बजे बाइक से अपने घर पैकठा जा रहा था। राजगढ़ गांव में बाजार के पास मिर्जापुर-सोनभद्र मुख्य मार्ग पर बोल्डर लदा ट्रैक्टर खड़ा था। अंधेरे में दिखाई नहीं दिया और बाइक सवार विरजू ट्रैक्टर में जाकर पीछे से टकरा गया। हादसे में बाइक सवार गंभीर रूप से घायल हो गया। सूचना पर पहुंची पुलिस घायल युवक को सामुदायिक स्वास्थ्य केंद्र राजगढ़ में भर्ती कराया। जहां घायल की हालत गंभीर देख चिकित्सक ने उसे ट्रामा सेंटर मिर्जापुर रेफर कर दिया। इस संबंध में राजगढ़ थाना प्रभारी महेंद्र पटेल ने बताया कि बोल्डर लदे ट्रैक्टर को कब्जे में ले लिया गया है। तहरीर मिलने पर आगे की कार्रवाई की जाएगी।: [705, 427, 815, 591]
sidebar-item-body: हलिया (मिर्जापुर)। स्थानीय थाना क्षेत्र के भटवारी गांव निवासी एक अधेड़ किसान की रविवार को देर रात हृदय गति रुकने से मौत हो गई। परिजनों ने उपचार के लिए प्राथमिक स्वास्थ्य केंद्र हलिया लेकर आये जहां पर चिकित्सक ने अधेड़ किसान को मृत घोषित कर दिया परिजनों ने पुलिस को बिना सूचना दिए किसान अंतिम संस्कार कर दिया। स्थानीय थाना क्षेत्र के भटवारी गांव निवासी 52 वर्षीय लाल बहादुर सिंह उर्फ गुड्डू सिंह रविवार को शाम गांव में एक कार्यक्रम में शामिल होने गए थे। वहां से देर शाम खेत के पास से वापस लौट रहे थे कि रास्ते में अचेत होकर गिर गए ग्रामीणों की सूचना पर पहुंचे परिजन आनन-फानन में प्राथमिक स्वास्थ्य केंद्र ले गए जहां पर चिकित्सक ने मृत घोषित कर दिया। मौत की जानकारी पर परिजनों में कोहराम मच गया।: [23, 1234, 227, 1314]
